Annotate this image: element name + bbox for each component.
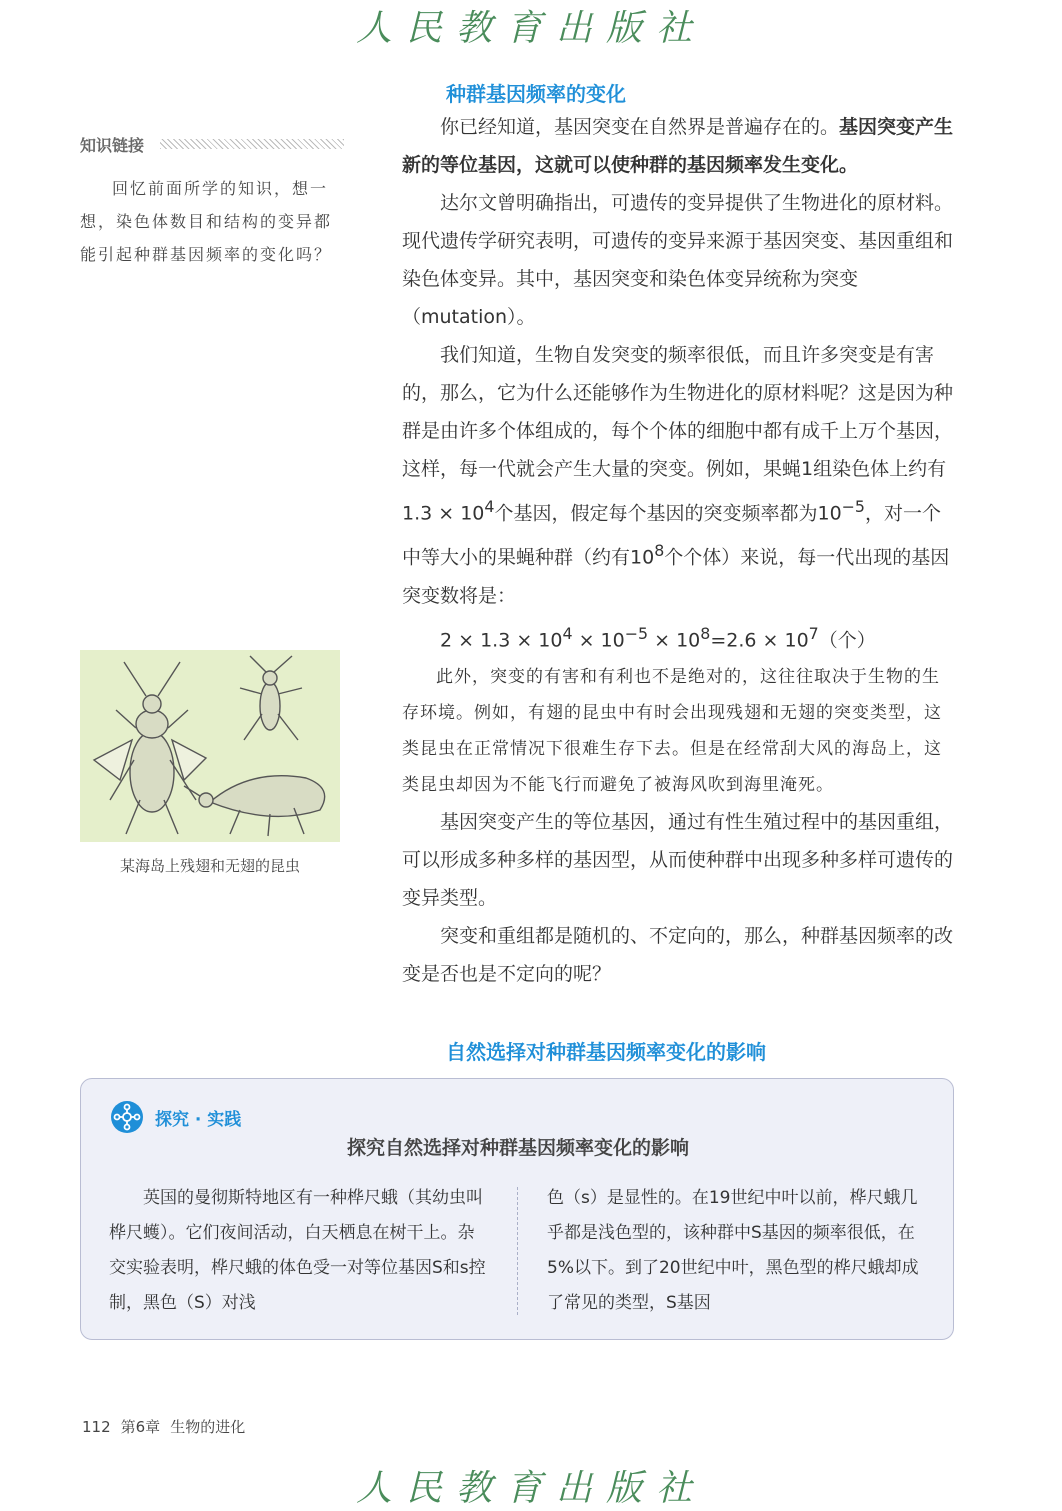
paragraph-4: 此外，突变的有害和有利也不是绝对的，这往往取决于生物的生存环境。例如，有翅的昆虫中有时会出现残翅和无翅的突变类型，这类昆虫在正常情况下很难生存下去。但是在经常刮大风的海岛上，这类昆虫却因为不能飞行而避免了被海风吹到海里淹死。 xyxy=(402,666,942,795)
paragraph-1: 你已经知道，基因突变在自然界是普遍存在的。基因突变产生新的等位基因，这就可以使种群的基因频率发生变化。 xyxy=(402,116,954,176)
paragraph-5: 基因突变产生的等位基因，通过有性生殖过程中的基因重组，可以形成多种多样的基因型，从而使种群中出现多种多样可遗传的变异类型。 xyxy=(402,810,954,909)
exploration-box xyxy=(80,1078,954,1340)
column-divider xyxy=(517,1187,518,1315)
chapter-number: 第6章 xyxy=(120,1418,161,1436)
section-title-natural-selection: 自然选择对种群基因频率变化的影响 xyxy=(446,1040,766,1064)
emphasis-text: 基因突变产生新的等位基因，这就可以使种群的基因频率发生变化。 xyxy=(402,116,954,176)
chapter-title: 生物的进化 xyxy=(170,1418,246,1436)
insect-figure xyxy=(80,650,340,842)
heading-rule xyxy=(160,139,344,149)
knowledge-link-text: 回忆前面所学的知识，想一想，染色体数目和结构的变异都能引起种群基因频率的变化吗？ xyxy=(80,179,333,264)
knowledge-link-label: 知识链接 xyxy=(80,136,145,155)
molecule-icon xyxy=(111,1101,143,1133)
knowledge-link-heading xyxy=(80,133,344,157)
paragraph-2: 达尔文曾明确指出，可遗传的变异提供了生物进化的原材料。现代遗传学研究表明，可遗传的变异来源于基因突变、基因重组和染色体变异。其中，基因突变和染色体变异统称为突变（mutation）。 xyxy=(402,192,954,328)
paragraph-6: 突变和重组都是随机的、不定向的，那么，种群基因频率的改变是否也是不定向的呢？ xyxy=(402,924,954,985)
main-text xyxy=(402,108,956,993)
figure-caption: 某海岛上残翅和无翅的昆虫 xyxy=(119,857,300,875)
page-number: 112 xyxy=(82,1418,111,1436)
exploration-label: 探究 · 实践 xyxy=(155,1110,242,1130)
exploration-column-left: 英国的曼彻斯特地区有一种桦尺蛾（其幼虫叫桦尺蠖）。它们夜间活动，白天栖息在树干上。杂交实验表明，桦尺蛾的体色受一对等位基因S和s控制，黑色（S）对浅 xyxy=(109,1188,486,1313)
exploration-title: 探究自然选择对种群基因频率变化的影响 xyxy=(346,1137,689,1159)
page-footer xyxy=(82,1416,255,1437)
insect-illustration-icon xyxy=(80,650,340,842)
publisher-header: 人民教育出版社 xyxy=(355,8,706,49)
section-title-gene-frequency: 种群基因频率的变化 xyxy=(446,82,626,106)
formula: $2 \times 1.3 \times 10^4 \times 10^{-5} \times 10^8=2.6 \times 10^7$（个） xyxy=(440,623,876,651)
paragraph-3: 我们知道，生物自发突变的频率很低，而且许多突变是有害的，那么，它为什么还能够作为生物进化的原材料呢？这是因为种群是由许多个体组成的，每个个体的细胞中都有成千上万个基因，这样，每一代就会产生大量的突变。例如，果蝇1组染色体上约有$1.3 \times 10^4$个基因，假定每个基因的突变频率都为$10^{-5}$，对一个中等大小的果蝇种群（约有$10^8$个个体）来说，每一代出现的基因突变数将是： xyxy=(402,344,954,607)
exploration-column-right: 色（s）是显性的。在19世纪中叶以前，桦尺蛾几乎都是浅色型的，该种群中S基因的频率很低，在5%以下。到了20世纪中叶，黑色型的桦尺蛾却成了常见的类型，S基因 xyxy=(547,1188,919,1313)
publisher-footer: 人民教育出版社 xyxy=(355,1468,706,1509)
